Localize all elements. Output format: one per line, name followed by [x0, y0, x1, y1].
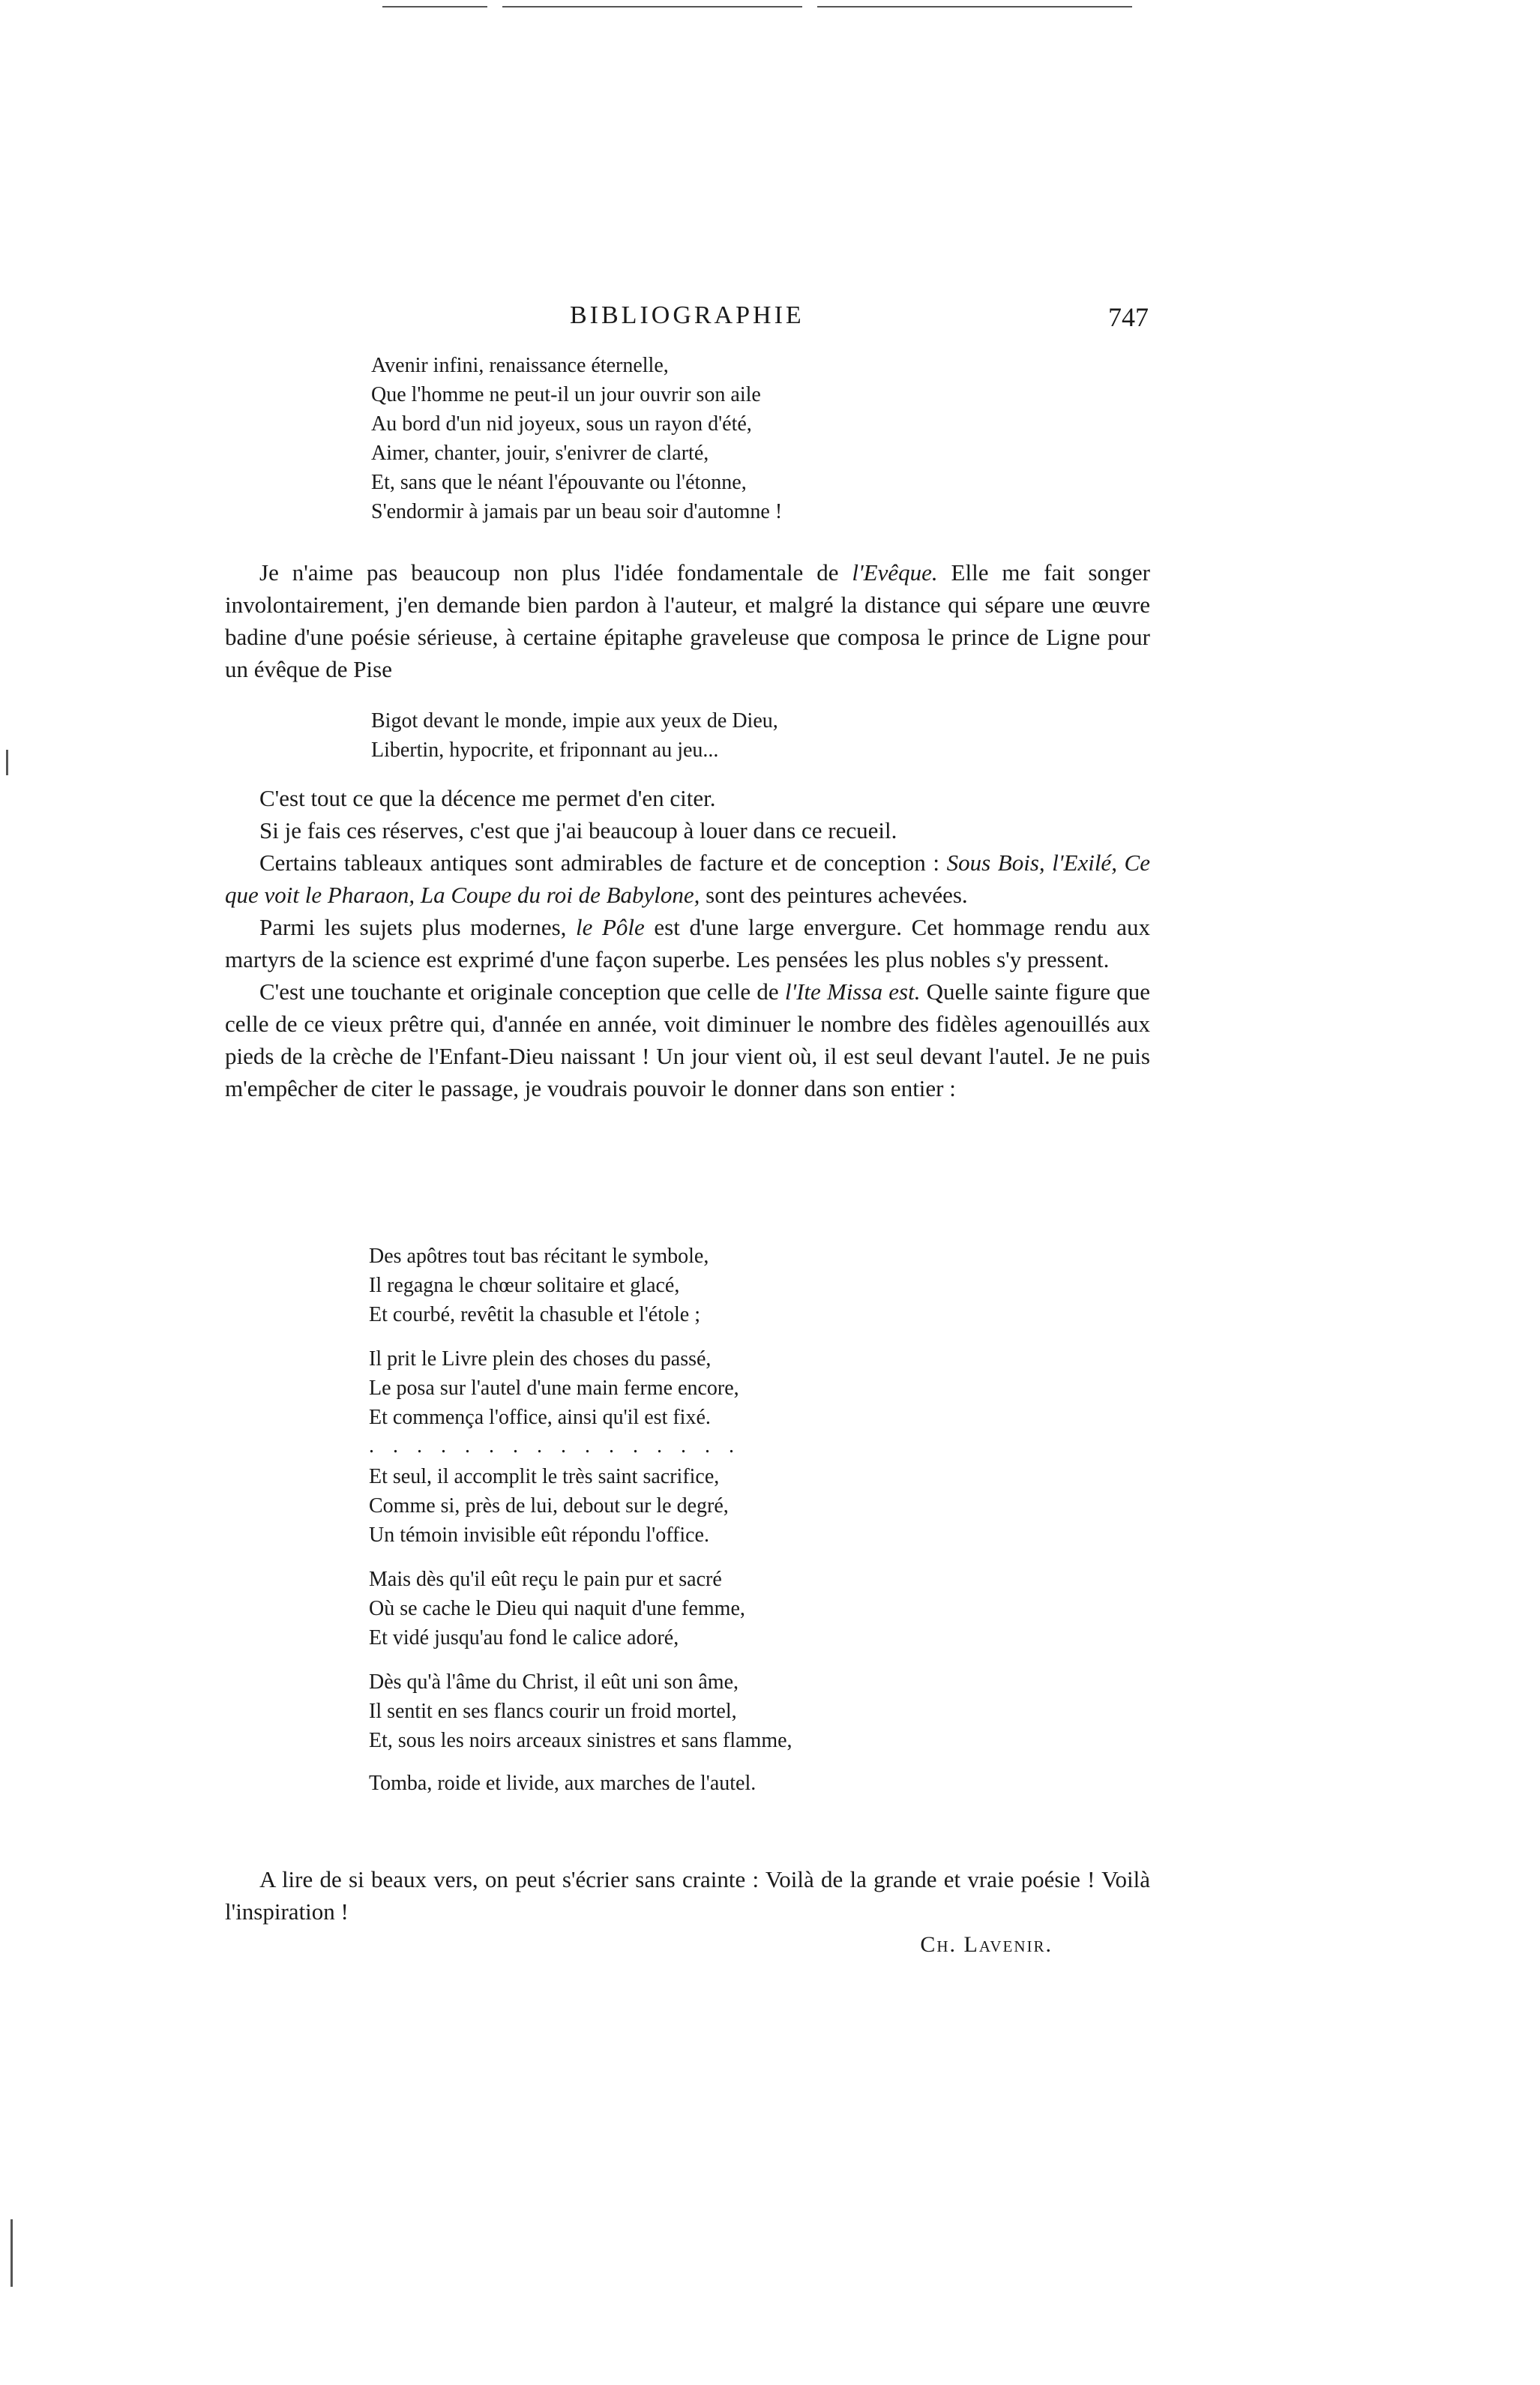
scan-margin-mark [6, 750, 8, 775]
page-header [225, 301, 1149, 339]
verse-line: Au bord d'un nid joyeux, sous un rayon d'été, [371, 412, 752, 436]
verse-line: Aimer, chanter, jouir, s'enivrer de clarté, [371, 442, 709, 465]
verse-line: Et, sous les noirs arceaux sinistres et sans flamme, [369, 1729, 792, 1752]
text-run: C'est une touchante et originale conception que celle de [259, 978, 785, 1005]
verse-stanza [369, 1667, 792, 1755]
verse-stanza [369, 1242, 792, 1329]
paragraph [225, 975, 1150, 1104]
work-title: le Pôle [576, 914, 645, 940]
verse-stanza [371, 351, 782, 526]
scan-margin-mark [10, 2219, 13, 2287]
verse-line: Libertin, hypocrite, et friponnant au jeu... [371, 739, 719, 762]
running-title: BIBLIOGRAPHIE [570, 301, 804, 329]
verse-line: Et courbé, revêtit la chasuble et l'étole ; [369, 1303, 700, 1326]
paragraph: C'est tout ce que la décence me permet d'en citer. [259, 785, 716, 811]
prose-block [225, 782, 1150, 1104]
text-run: Quelle sainte figure que celle de ce vieux prêtre qui, d'année en année, voit diminuer le nombre des fidèles agenouillés aux pieds de la crèche de l'Enfant-Dieu naissant ! Un jour vient où, il est seul devant l'autel. Je ne puis m'empêcher de citer le passage, je voudrais pouvoir le donner dans son entier : [225, 978, 1150, 1101]
text-run: Elle me fait songer involontairement, j'en demande bien pardon à l'auteur, et malgré la distance qui sépare une œuvre badine d'une poésie sérieuse, à certaine épitaphe graveleuse que composa le prince de Ligne pour un évêque de Pise [225, 559, 1151, 682]
work-titles: Sous Bois, l'Exilé, Ce que voit le Pharaon, La Coupe du roi de Babylone, [225, 849, 1150, 908]
verse-line: Il prit le Livre plein des choses du passé, [369, 1347, 712, 1371]
text-run: Je n'aime pas beaucoup non plus l'idée fondamentale de [259, 559, 852, 586]
text-run: est d'une large envergure. Cet hommage rendu aux martyrs de la science est exprimé d'une façon superbe. Les pensées les plus nobles s'y pressent. [225, 914, 1150, 972]
verse-line: Où se cache le Dieu qui naquit d'une femme, [369, 1597, 745, 1620]
verse-line: Et, sans que le néant l'épouvante ou l'étonne, [371, 471, 747, 494]
verse-stanza [369, 1344, 792, 1432]
ellipsis-line: ................ [369, 1434, 753, 1458]
scan-top-rule [502, 6, 802, 7]
verse-line: Avenir infini, renaissance éternelle, [371, 354, 669, 377]
page-number: 747 [1108, 302, 1149, 332]
work-title: l'Ite Missa est. [784, 978, 921, 1005]
paragraph [225, 846, 1150, 911]
text-run: sont des peintures achevées. [700, 882, 968, 908]
verse-line: Et commença l'office, ainsi qu'il est fixé. [369, 1406, 711, 1429]
work-title: l'Evêque. [852, 559, 938, 586]
scan-top-rule [817, 6, 1132, 7]
verse-line: Et vidé jusqu'au fond le calice adoré, [369, 1626, 679, 1649]
verse-line: Il sentit en ses flancs courir un froid mortel, [369, 1700, 737, 1723]
paragraph: Si je fais ces réserves, c'est que j'ai beaucoup à louer dans ce recueil. [259, 817, 897, 843]
closing-paragraph: A lire de si beaux vers, on peut s'écrier sans crainte : Voilà de la grande et vraie poésie ! Voilà l'inspiration ! [225, 1866, 1150, 1925]
verse-line: Un témoin invisible eût répondu l'office. [369, 1524, 709, 1547]
verse-line: Comme si, près de lui, debout sur le degré, [369, 1494, 729, 1518]
quoted-poem [369, 1242, 792, 1798]
scan-top-rule [382, 6, 487, 7]
verse-stanza [369, 1565, 792, 1652]
verse-line: Et seul, il accomplit le très saint sacrifice, [369, 1465, 720, 1488]
paragraph [225, 556, 1150, 685]
verse-line: Tomba, roide et livide, aux marches de l'autel. [369, 1772, 757, 1795]
verse-line: S'endormir à jamais par un beau soir d'automne ! [371, 500, 783, 523]
verse-line: Le posa sur l'autel d'une main ferme encore, [369, 1377, 739, 1400]
verse-stanza [369, 1462, 792, 1550]
text-run: Parmi les sujets plus modernes, [259, 914, 577, 940]
verse-line: Bigot devant le monde, impie aux yeux de Dieu, [371, 709, 778, 733]
verse-line: Il regagna le chœur solitaire et glacé, [369, 1274, 680, 1297]
verse-line: Dès qu'à l'âme du Christ, il eût uni son âme, [369, 1670, 739, 1694]
verse-line: Mais dès qu'il eût reçu le pain pur et sacré [369, 1568, 722, 1591]
text-run: Certains tableaux antiques sont admirables de facture et de conception : [259, 849, 947, 876]
verse-line: Que l'homme ne peut-il un jour ouvrir son aile [371, 383, 761, 406]
epitaph-verse [371, 706, 778, 765]
author-signature: Ch. Lavenir. [920, 1932, 1053, 1957]
verse-line: Des apôtres tout bas récitant le symbole, [369, 1245, 709, 1268]
paragraph [225, 911, 1150, 975]
